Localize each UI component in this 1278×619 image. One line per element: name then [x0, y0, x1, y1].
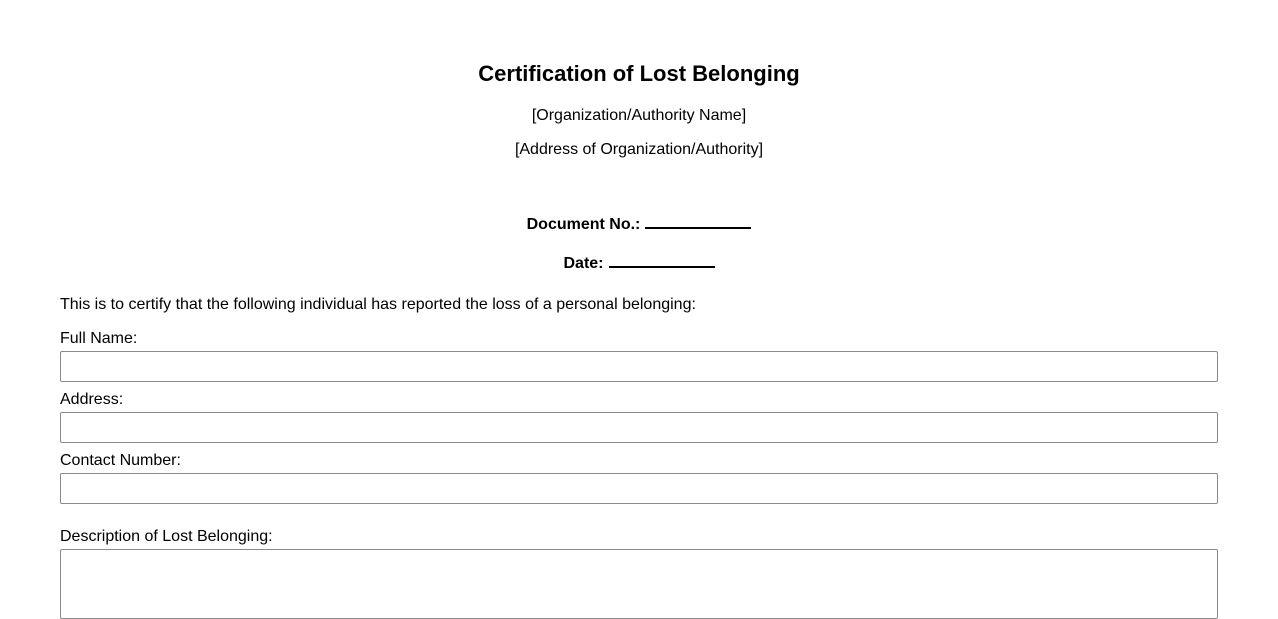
- full-name-label: Full Name:: [60, 330, 138, 347]
- document-title: Certification of Lost Belonging: [478, 61, 800, 86]
- address-input[interactable]: [60, 412, 1218, 443]
- contact-number-label: Contact Number:: [60, 452, 181, 469]
- intro-text: This is to certify that the following individual has reported the loss of a personal belonging:: [60, 296, 696, 313]
- address-label: Address:: [60, 391, 124, 408]
- document-number-label: Document No.:: [526, 216, 641, 233]
- description-label: Description of Lost Belonging:: [60, 528, 273, 545]
- organization-name: [Organization/Authority Name]: [531, 107, 747, 124]
- document-number-line: [60, 213, 1218, 235]
- date-label: Date:: [563, 255, 604, 272]
- organization-address: [Address of Organization/Authority]: [514, 141, 764, 158]
- description-textarea[interactable]: [60, 549, 1218, 619]
- contact-number-input[interactable]: [60, 473, 1218, 504]
- full-name-input[interactable]: [60, 351, 1218, 382]
- date-line: [60, 252, 1218, 274]
- document-number-blank: [645, 213, 751, 229]
- date-blank: [609, 252, 715, 268]
